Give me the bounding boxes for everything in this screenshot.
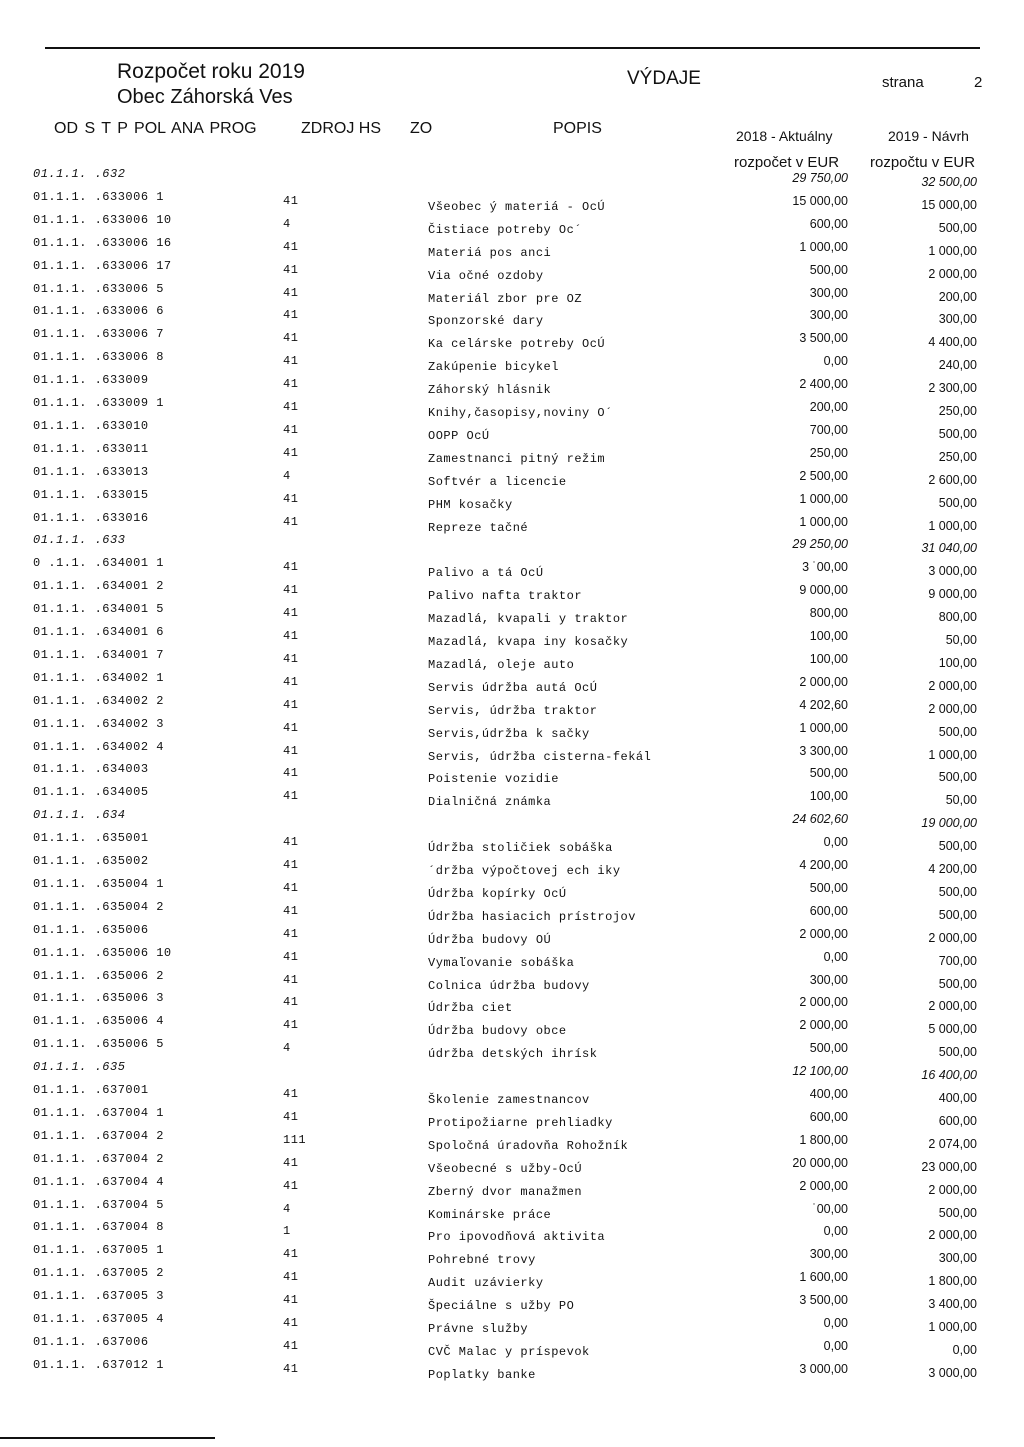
row-description: ´držba výpočtovej ech iky <box>428 864 621 878</box>
row-description: Softvér a licencie <box>428 474 567 489</box>
row-source: 41 <box>283 1293 299 1308</box>
row-description: OOPP OcÚ <box>428 428 490 443</box>
row-value-2018: 3 000,00 <box>799 1361 848 1376</box>
row-description: Pohrebné trovy <box>428 1253 536 1268</box>
row-description: Kominárske práce <box>428 1207 552 1222</box>
row-code: 01.1.1. .633006 8 <box>33 350 164 365</box>
page-number: 2 <box>974 74 983 91</box>
row-value-2019: 500,00 <box>938 426 977 441</box>
column-header-2018: 2018 - Aktuálny <box>736 128 833 144</box>
row-value-2018: 24 602,60 <box>792 812 848 827</box>
row-description: Palivo a tá OcÚ <box>428 566 544 581</box>
row-code: 01.1.1. .634002 3 <box>33 716 164 731</box>
row-value-2019: 700,00 <box>938 953 977 968</box>
row-value-2018: 1 800,00 <box>799 1132 848 1147</box>
row-description: Čistiace potreby Oc´ <box>428 222 583 237</box>
row-value-2018: 100,00 <box>809 651 848 666</box>
column-subheader-2019: rozpočtu v EUR <box>870 154 976 171</box>
row-description: Vymaľovanie sobáška <box>428 955 575 970</box>
row-source: 41 <box>283 422 299 437</box>
row-value-2018: 800,00 <box>809 606 848 621</box>
row-code: 01.1.1. .633009 1 <box>33 396 164 410</box>
row-code: 01.1.1. .635 <box>33 1060 126 1075</box>
row-value-2019: 4 400,00 <box>928 335 977 350</box>
row-source: 41 <box>283 239 299 254</box>
row-source: 41 <box>283 193 299 208</box>
row-source: 41 <box>283 651 299 666</box>
row-value-2018: ˙00,00 <box>812 1201 848 1216</box>
row-value-2018: 300,00 <box>809 972 848 987</box>
row-value-2018: 600,00 <box>809 216 848 231</box>
row-code: 01.1.1. .637001 <box>33 1083 149 1097</box>
row-description: Právne služby <box>428 1322 529 1336</box>
row-code: 01.1.1. .637005 3 <box>33 1289 164 1304</box>
row-value-2018: 2 000,00 <box>799 995 848 1010</box>
row-value-2018: 1 000,00 <box>799 239 848 254</box>
row-source: 41 <box>283 560 299 575</box>
row-code: 01.1.1. .634002 2 <box>33 693 164 708</box>
row-value-2019: 1 000,00 <box>928 243 977 258</box>
row-value-2019: 50,00 <box>945 793 977 808</box>
row-value-2019: 500,00 <box>938 907 977 922</box>
row-value-2019: 32 500,00 <box>921 175 977 189</box>
row-code: 01.1.1. .634003 <box>33 762 149 777</box>
row-description: Servis údržba autá OcÚ <box>428 680 598 695</box>
row-description: Dialničná známka <box>428 795 552 810</box>
row-source: 41 <box>283 1247 299 1262</box>
row-value-2019: 500,00 <box>938 495 977 510</box>
row-value-2018: 500,00 <box>809 1041 848 1056</box>
row-description: CVČ Malac y príspevok <box>428 1344 590 1359</box>
row-value-2018: 250,00 <box>809 445 848 460</box>
row-description: Spoločná úradovňa Rohožník <box>428 1138 629 1153</box>
row-value-2019: 500,00 <box>938 724 977 739</box>
row-value-2019: 2 000,00 <box>928 266 977 281</box>
row-code: 01.1.1. .635006 2 <box>33 968 164 983</box>
row-code: 01.1.1. .634001 5 <box>33 602 164 617</box>
row-value-2018: 3 300,00 <box>799 743 848 758</box>
row-code: 01.1.1. .633009 <box>33 373 149 388</box>
row-description: Pro ipovodňová aktivita <box>428 1230 606 1245</box>
row-source: 41 <box>283 926 299 941</box>
row-value-2018: 2 000,00 <box>799 926 848 941</box>
row-value-2019: 300,00 <box>938 312 977 327</box>
row-description: Poplatky banke <box>428 1367 536 1382</box>
row-value-2018: 1 000,00 <box>799 491 848 506</box>
column-header-description: POPIS <box>553 120 602 137</box>
row-source: 41 <box>283 606 299 621</box>
row-source: 41 <box>283 1087 299 1101</box>
row-source: 41 <box>283 400 299 414</box>
row-value-2018: 300,00 <box>809 285 848 300</box>
row-value-2019: 400,00 <box>938 1091 977 1105</box>
row-code: 01.1.1. .635004 2 <box>33 899 164 914</box>
row-value-2018: 2 500,00 <box>799 468 848 483</box>
row-value-2018: 1 000,00 <box>799 720 848 735</box>
row-value-2018: 500,00 <box>809 880 848 895</box>
row-source: 41 <box>283 1155 299 1170</box>
row-value-2019: 300,00 <box>938 1251 977 1266</box>
row-code: 01.1.1. .633006 6 <box>33 304 164 319</box>
row-value-2019: 500,00 <box>938 884 977 899</box>
row-code: 01.1.1. .637012 1 <box>33 1357 164 1372</box>
row-value-2018: 0,00 <box>823 1316 848 1330</box>
row-value-2018: 1 000,00 <box>799 514 848 529</box>
row-value-2018: 29 250,00 <box>792 537 848 552</box>
row-code: 01.1.1. .637005 1 <box>33 1243 164 1258</box>
row-code: 01.1.1. .637004 8 <box>33 1220 164 1235</box>
row-value-2018: 3 500,00 <box>799 331 848 346</box>
row-source: 41 <box>283 583 299 598</box>
row-code: 01.1.1. .633010 <box>33 418 149 433</box>
row-value-2019: 2 600,00 <box>928 472 977 487</box>
row-value-2018: 0,00 <box>823 1338 848 1353</box>
row-code: 01.1.1. .637004 1 <box>33 1105 164 1120</box>
row-value-2019: 2 000,00 <box>928 701 977 716</box>
row-source: 41 <box>283 1109 299 1124</box>
row-description: Špeciálne s užby PO <box>428 1299 575 1314</box>
row-value-2018: 2 000,00 <box>799 1018 848 1033</box>
row-description: Všeobecné s užby-OcÚ <box>428 1161 583 1176</box>
row-value-2018: 3 500,00 <box>799 1293 848 1308</box>
row-code: 01.1.1. .633 <box>33 533 126 548</box>
column-header-source: ZDROJ HS <box>301 120 381 137</box>
row-code: 01.1.1. .637004 2 <box>33 1128 164 1143</box>
row-value-2018: 0,00 <box>823 835 848 850</box>
row-value-2018: 100,00 <box>809 629 848 643</box>
row-description: Údržba budovy obce <box>428 1024 567 1039</box>
row-code: 01.1.1. .633006 17 <box>33 258 172 273</box>
row-source: 41 <box>283 972 299 987</box>
row-value-2019: 19 000,00 <box>921 816 977 831</box>
row-value-2018: 100,00 <box>809 789 848 804</box>
row-value-2018: 600,00 <box>809 1109 848 1124</box>
row-value-2019: 4 200,00 <box>928 862 977 876</box>
row-code: 01.1.1. .634001 2 <box>33 579 164 594</box>
row-description: Zberný dvor manažmen <box>428 1184 583 1199</box>
row-value-2018: 2 400,00 <box>799 377 848 392</box>
row-description: Údržba hasiacich prístrojov <box>428 909 636 924</box>
row-value-2018: 700,00 <box>809 422 848 437</box>
row-value-2018: 12 100,00 <box>792 1064 848 1079</box>
page-label: strana <box>882 74 924 91</box>
column-subheader-2018: rozpočet v EUR <box>734 154 840 171</box>
row-source: 41 <box>283 903 299 918</box>
row-description: Údržba ciet <box>428 1001 513 1016</box>
row-value-2019: 600,00 <box>938 1113 977 1128</box>
row-code: 01.1.1. .634 <box>33 808 126 823</box>
row-value-2019: 3 000,00 <box>928 1365 977 1380</box>
row-description: Údržba stoličiek sobáška <box>428 841 613 856</box>
row-source: 41 <box>283 674 299 689</box>
row-source: 41 <box>283 995 299 1010</box>
row-source: 41 <box>283 880 299 895</box>
row-code: 01.1.1. .635006 5 <box>33 1037 164 1052</box>
row-value-2019: 15 000,00 <box>921 197 977 212</box>
row-code: 01.1.1. .635004 1 <box>33 876 164 891</box>
row-description: Protipožiarne prehliadky <box>428 1115 613 1130</box>
row-description: Mazadlá, kvapali y traktor <box>428 612 629 627</box>
section-label: VÝDAJE <box>627 68 701 89</box>
row-description: Servis, údržba cisterna-fekál <box>428 749 652 764</box>
row-source: 4 <box>283 1201 291 1216</box>
row-description: Mazadlá, kvapa iny kosačky <box>428 635 629 649</box>
row-code: 01.1.1. .634002 1 <box>33 670 164 685</box>
row-description: Ka celárske potreby OcÚ <box>428 337 606 352</box>
row-value-2019: 2 000,00 <box>928 930 977 945</box>
row-code: 01.1.1. .633013 <box>33 464 149 479</box>
row-source: 41 <box>283 377 299 392</box>
row-description: Školenie zamestnancov <box>428 1093 590 1107</box>
row-value-2018: 15 000,00 <box>792 193 848 208</box>
row-description: Sponzorské dary <box>428 314 544 329</box>
row-description: Via očné ozdoby <box>428 268 544 283</box>
row-value-2018: 0,00 <box>823 949 848 964</box>
row-source: 41 <box>283 1361 299 1376</box>
row-value-2019: 2 000,00 <box>928 1228 977 1243</box>
column-header-codes: OD S T P POL ANA PROG <box>54 120 257 137</box>
row-value-2018: 4 200,00 <box>799 858 848 872</box>
row-value-2018: 2 000,00 <box>799 1178 848 1193</box>
row-value-2019: 200,00 <box>938 289 977 304</box>
row-value-2018: 200,00 <box>809 400 848 414</box>
row-code: 01.1.1. .633016 <box>33 510 149 525</box>
row-value-2019: 1 000,00 <box>928 747 977 762</box>
row-source: 41 <box>283 720 299 735</box>
row-description: údržba detských ihrísk <box>428 1047 598 1062</box>
row-value-2018: 3 ˙00,00 <box>802 560 848 575</box>
row-code: 01.1.1. .637004 4 <box>33 1174 164 1189</box>
row-code: 01.1.1. .635001 <box>33 831 149 846</box>
row-value-2018: 300,00 <box>809 308 848 323</box>
row-code: 01.1.1. .632 <box>33 167 126 181</box>
row-source: 41 <box>283 491 299 506</box>
row-code: 01.1.1. .633006 5 <box>33 281 164 296</box>
row-value-2018: 1 600,00 <box>799 1270 848 1285</box>
row-source: 41 <box>283 1338 299 1353</box>
row-source: 41 <box>283 835 299 850</box>
municipality-name: Obec Záhorská Ves <box>117 86 293 108</box>
row-value-2018: 300,00 <box>809 1247 848 1262</box>
row-code: 01.1.1. .635006 10 <box>33 945 172 960</box>
row-value-2019: 250,00 <box>938 404 977 418</box>
row-value-2019: 500,00 <box>938 839 977 854</box>
row-source: 111 <box>283 1132 307 1147</box>
row-value-2018: 600,00 <box>809 903 848 918</box>
row-value-2019: 16 400,00 <box>921 1068 977 1083</box>
row-code: 01.1.1. .633011 <box>33 441 149 456</box>
row-value-2018: 500,00 <box>809 766 848 781</box>
row-value-2019: 2 000,00 <box>928 999 977 1014</box>
row-description: Údržba kopírky OcÚ <box>428 886 567 901</box>
column-header-2019: 2019 - Návrh <box>888 128 969 144</box>
row-code: 01.1.1. .635006 4 <box>33 1014 164 1029</box>
row-value-2019: 50,00 <box>945 633 977 647</box>
row-value-2018: 400,00 <box>809 1087 848 1101</box>
row-source: 41 <box>283 354 299 369</box>
row-value-2019: 1 800,00 <box>928 1274 977 1289</box>
row-value-2019: 0,00 <box>952 1342 977 1357</box>
row-source: 41 <box>283 858 299 872</box>
row-description: Repreze tačné <box>428 520 529 535</box>
row-value-2018: 2 000,00 <box>799 674 848 689</box>
row-description: Zakúpenie bicykel <box>428 360 559 375</box>
row-code: 0 .1.1. .634001 1 <box>33 556 164 571</box>
row-source: 41 <box>283 629 299 643</box>
row-description: Materiá pos anci <box>428 245 552 260</box>
row-description: Audit uzávierky <box>428 1276 544 1291</box>
row-value-2018: 20 000,00 <box>792 1155 848 1170</box>
row-description: Mazadlá, oleje auto <box>428 657 575 672</box>
row-value-2019: 500,00 <box>938 220 977 235</box>
row-source: 41 <box>283 445 299 460</box>
row-value-2019: 500,00 <box>938 1205 977 1220</box>
row-value-2018: 500,00 <box>809 262 848 277</box>
row-description: Servis,údržba k sačky <box>428 726 590 741</box>
row-code: 01.1.1. .633006 16 <box>33 235 172 250</box>
row-code: 01.1.1. .634005 <box>33 785 149 800</box>
column-header-zo: ZO <box>410 120 433 137</box>
row-value-2019: 3 000,00 <box>928 564 977 579</box>
row-value-2019: 240,00 <box>938 358 977 373</box>
row-source: 41 <box>283 789 299 804</box>
row-source: 41 <box>283 262 299 277</box>
row-value-2019: 1 000,00 <box>928 1320 977 1334</box>
row-code: 01.1.1. .634001 6 <box>33 625 164 639</box>
row-description: Palivo nafta traktor <box>428 589 583 604</box>
row-value-2019: 2 000,00 <box>928 1182 977 1197</box>
row-description: Materiál zbor pre OZ <box>428 291 583 306</box>
row-value-2019: 2 000,00 <box>928 678 977 693</box>
row-source: 41 <box>283 697 299 712</box>
row-source: 4 <box>283 468 291 483</box>
row-code: 01.1.1. .637005 4 <box>33 1312 164 1326</box>
row-description: Knihy,časopisy,noviny O´ <box>428 406 613 420</box>
row-description: Zamestnanci pitný režim <box>428 451 606 466</box>
row-description: Všeobec ý materiá - OcÚ <box>428 199 606 214</box>
row-code: 01.1.1. .633015 <box>33 487 149 502</box>
row-source: 41 <box>283 1178 299 1193</box>
row-value-2019: 3 400,00 <box>928 1297 977 1312</box>
row-source: 41 <box>283 514 299 529</box>
row-description: Údržba budovy OÚ <box>428 932 552 947</box>
row-value-2019: 2 074,00 <box>928 1136 977 1151</box>
row-code: 01.1.1. .637004 5 <box>33 1197 164 1212</box>
row-code: 01.1.1. .637004 2 <box>33 1151 164 1166</box>
row-code: 01.1.1. .635002 <box>33 854 149 868</box>
row-value-2019: 2 300,00 <box>928 381 977 396</box>
bottom-rule <box>0 1437 215 1439</box>
row-value-2019: 5 000,00 <box>928 1022 977 1037</box>
row-value-2019: 500,00 <box>938 976 977 991</box>
row-value-2019: 9 000,00 <box>928 587 977 602</box>
row-value-2019: 23 000,00 <box>921 1159 977 1174</box>
row-source: 41 <box>283 331 299 346</box>
row-value-2019: 500,00 <box>938 770 977 785</box>
row-value-2019: 31 040,00 <box>921 541 977 556</box>
row-description: Záhorský hlásnik <box>428 383 552 398</box>
row-code: 01.1.1. .637005 2 <box>33 1266 164 1281</box>
row-source: 41 <box>283 1316 299 1330</box>
document-title: Rozpočet roku 2019 <box>117 60 305 83</box>
row-code: 01.1.1. .633006 7 <box>33 327 164 342</box>
row-code: 01.1.1. .633006 10 <box>33 212 172 227</box>
row-code: 01.1.1. .637006 <box>33 1334 149 1349</box>
row-description: PHM kosačky <box>428 497 513 512</box>
row-value-2019: 100,00 <box>938 655 977 670</box>
row-code: 01.1.1. .634002 4 <box>33 739 164 754</box>
row-source: 41 <box>283 766 299 781</box>
row-description: Poistenie vozidie <box>428 772 559 787</box>
row-source: 41 <box>283 285 299 300</box>
row-source: 1 <box>283 1224 291 1239</box>
row-value-2019: 250,00 <box>938 449 977 464</box>
row-description: Servis, údržba traktor <box>428 703 598 718</box>
row-source: 41 <box>283 1270 299 1285</box>
row-value-2019: 1 000,00 <box>928 518 977 533</box>
row-value-2018: 4 202,60 <box>799 697 848 712</box>
row-code: 01.1.1. .633006 1 <box>33 189 164 204</box>
row-source: 41 <box>283 949 299 964</box>
row-value-2019: 800,00 <box>938 610 977 625</box>
row-value-2018: 0,00 <box>823 1224 848 1239</box>
top-rule <box>45 47 980 49</box>
row-code: 01.1.1. .635006 3 <box>33 991 164 1006</box>
row-value-2018: 0,00 <box>823 354 848 369</box>
row-code: 01.1.1. .635006 <box>33 922 149 937</box>
row-source: 41 <box>283 308 299 323</box>
row-source: 4 <box>283 216 291 231</box>
row-source: 4 <box>283 1041 291 1056</box>
row-value-2018: 9 000,00 <box>799 583 848 598</box>
row-value-2019: 500,00 <box>938 1045 977 1060</box>
row-source: 41 <box>283 1018 299 1033</box>
row-source: 41 <box>283 743 299 758</box>
row-code: 01.1.1. .634001 7 <box>33 647 164 662</box>
row-description: Colnica údržba budovy <box>428 978 590 993</box>
row-value-2018: 29 750,00 <box>792 171 848 185</box>
